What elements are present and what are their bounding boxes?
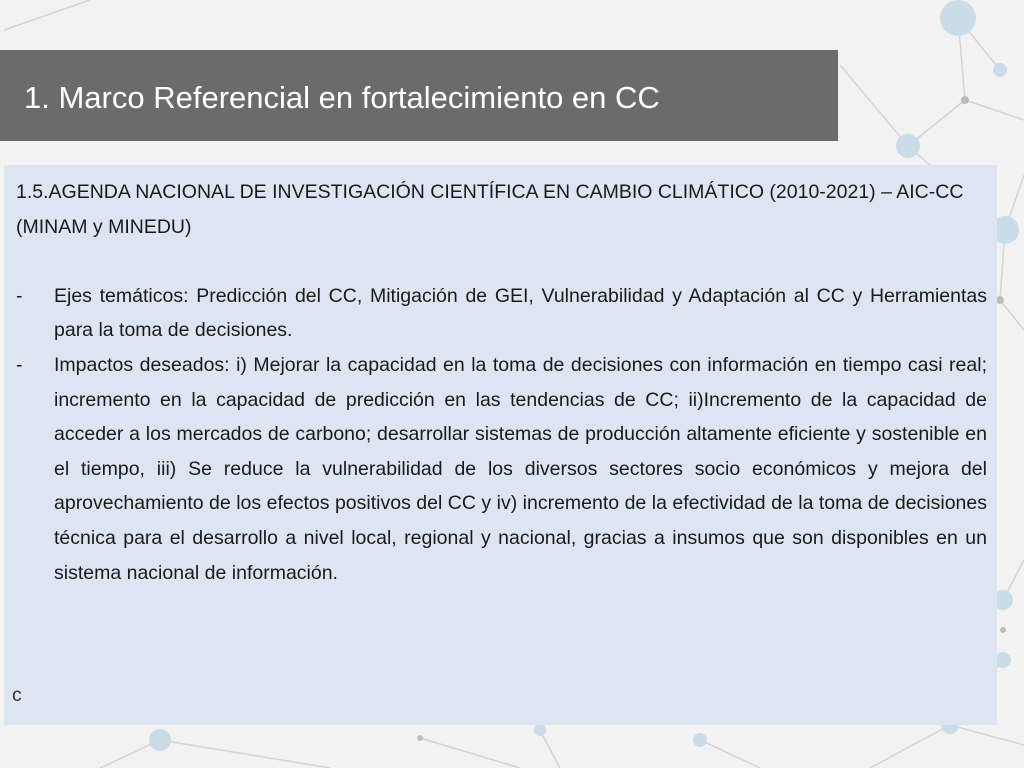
content-box: [4, 165, 997, 725]
bullet-item: [16, 348, 987, 590]
footer-text: c: [12, 684, 22, 706]
bullet-marker: -: [16, 353, 23, 376]
bullet-marker: -: [16, 284, 23, 307]
bullet-text-impactos: Impactos deseados: i) Mejorar la capacidad en la toma de decisiones con información en tiempo casi real; incremento en la capacidad de predicción en las tendencias de CC; ii)Incremento de la capacidad de acceder a los mercados de carbono; desarrollar sistemas de producción altamente eficiente y sostenible en el tiempo, iii) Se reduce la vulnerabilidad de los diversos sectores socio económicos y mejora del aprovechamiento de los efectos positivos del CC y iv) incremento de la efectividad de la toma de decisiones técnica para el desarrollo a nivel local, regional y nacional, gracias a insumos que son disponibles en un sistema nacional de información.: [54, 353, 987, 584]
slide-title: 1. Marco Referencial en fortalecimiento en CC: [24, 80, 660, 115]
bullet-text-ejes: Ejes temáticos: Predicción del CC, Mitigación de GEI, Vulnerabilidad y Adaptación al CC y Herramientas para la toma de decisiones.: [54, 284, 987, 342]
bullet-item: [16, 279, 987, 348]
section-heading: 1.5.AGENDA NACIONAL DE INVESTIGACIÓN CIENTÍFICA EN CAMBIO CLIMÁTICO (2010-2021) – AIC-CC (MINAM y MINEDU): [16, 181, 964, 238]
blank-line: [16, 244, 987, 279]
